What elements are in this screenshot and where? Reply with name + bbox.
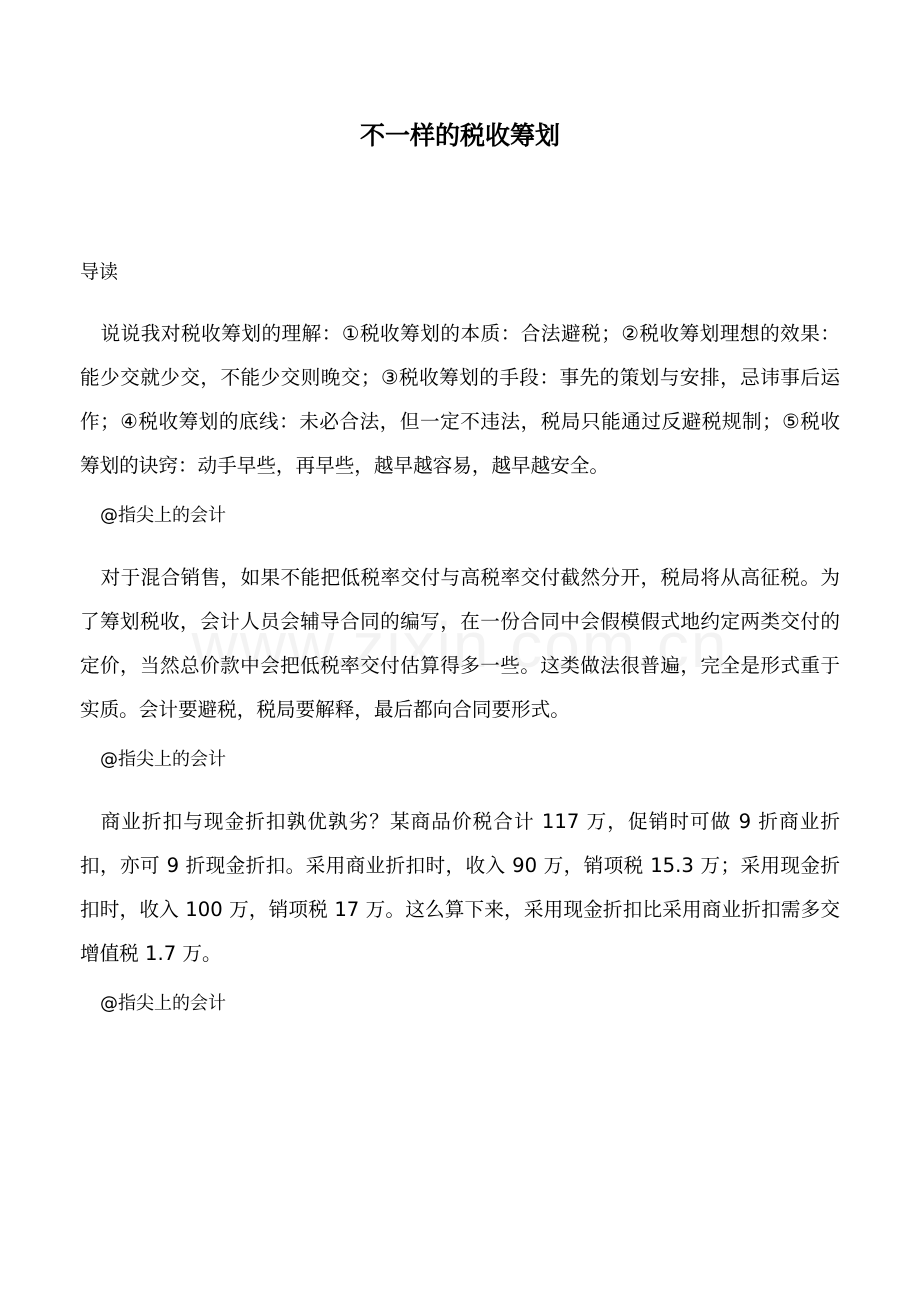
source-attribution-1: @指尖上的会计 — [100, 505, 226, 526]
source-attribution-3: @指尖上的会计 — [100, 993, 226, 1014]
paragraph-2: 对于混合销售，如果不能把低税率交付与高税率交付截然分开，税局将从高征税。为了筹划税收，会计人员会辅导合同的编写，在一份合同中会假模假式地约定两类交付的定价，当然总价款中会把低税率交付估算得多一些。这类做法很普遍，完全是形式重于实质。会计要避税，税局要解释，最后都向合同要形式。 — [80, 566, 840, 721]
paragraph-1: 说说我对税收筹划的理解：①税收筹划的本质：合法避税；②税收筹划理想的效果：能少交就少交，不能少交则晚交；③税收筹划的手段：事先的策划与安排，忌讳事后运作；④税收筹划的底线：未必合法，但一定不违法，税局只能通过反避税规制；⑤税收筹划的诀窍：动手早些，再早些，越早越容易，越早越安全。 — [80, 322, 840, 477]
document-title: 不一样的税收筹划 — [359, 121, 560, 150]
section-label: 导读 — [80, 261, 119, 283]
document-body — [80, 254, 840, 1044]
paragraph-3: 商业折扣与现金折扣孰优孰劣？某商品价税合计 117 万，促销时可做 9 折商业折扣，亦可 9 折现金折扣。采用商业折扣时，收入 90 万，销项税 15.3 万；采用现金折扣时，收入 100 万，销项税 17 万。这么算下来，采用现金折扣比采用商业折扣需多交增值税 1.7 万。 — [80, 810, 840, 965]
source-attribution-2: @指尖上的会计 — [100, 749, 226, 770]
